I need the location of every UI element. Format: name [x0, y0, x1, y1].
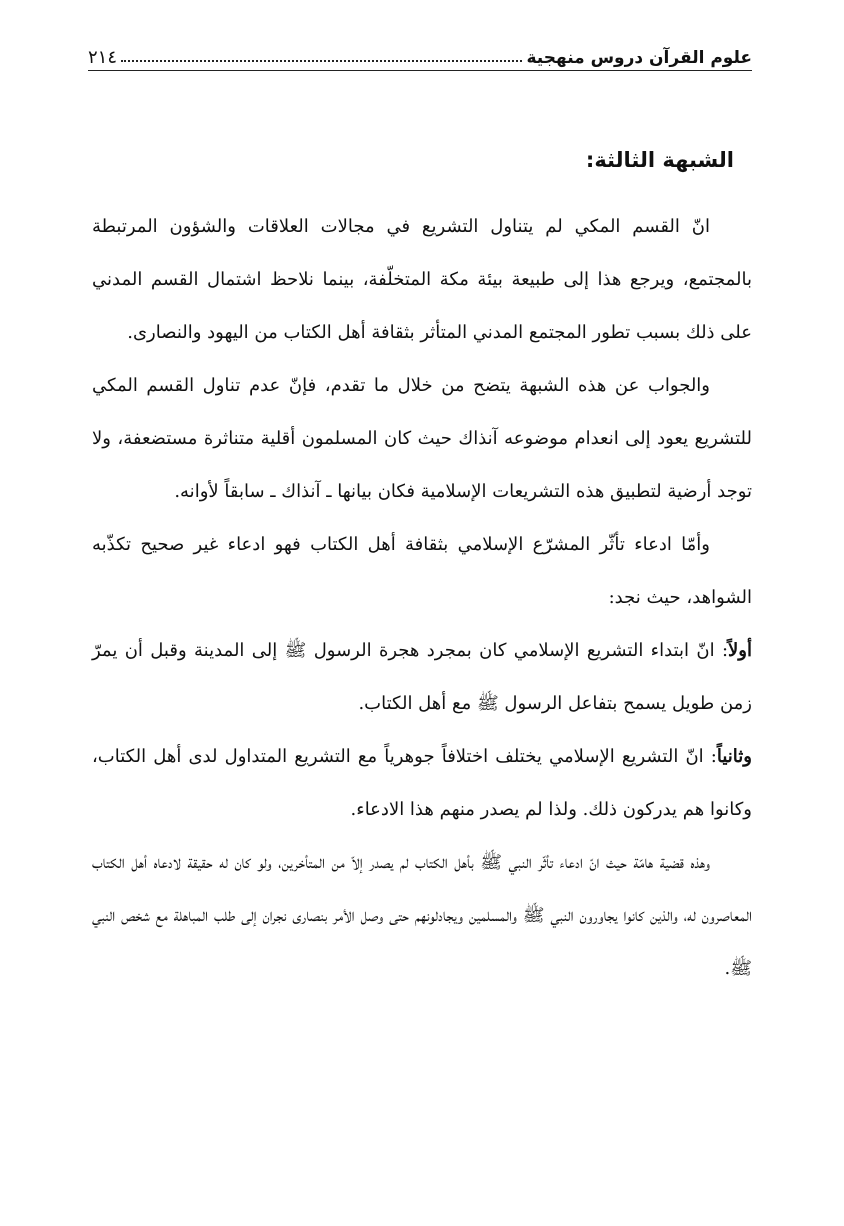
book-title: علوم القرآن دروس منهجية [526, 48, 752, 68]
paragraph-text: وأمّا ادعاء تأثّر المشرّع الإسلامي بثقافة أهل الكتاب فهو ادعاء غير صحيح تكذّبه الشواهد، حيث نجد: [92, 534, 752, 608]
paragraph-text: : انّ ابتداء التشريع الإسلامي كان بمجرد هجرة الرسول ﷺ إلى المدينة وقبل أن يمرّ زمن طويل يسمح بتفاعل الرسول ﷺ مع أهل الكتاب. [92, 640, 752, 714]
paragraph-text: والجواب عن هذه الشبهة يتضح من خلال ما تقدم، فإنّ عدم تناول القسم المكي للتشريع يعود إلى انعدام موضوعه آنذاك حيث كان المسلمون أقلية متناثرة مستضعفة، ولا توجد أرضية لتطبيق هذه التشريعات الإسلامية فكان بيانها ـ آنذاك ـ سابقاً لأوانه. [92, 375, 752, 502]
paragraph-1 [92, 200, 752, 359]
body-text [92, 200, 752, 995]
paragraph-2 [92, 359, 752, 518]
paragraph-6 [92, 836, 752, 995]
page-number: ٢١٤ [88, 47, 118, 68]
paragraph-5 [92, 730, 752, 836]
paragraph-text: وهذه قضية هامّة حيث انّ ادعاء تأثّر النبي ﷺ بأهل الكتاب لم يصدر إلاّ من المتأخرين، ولو كان له حقيقة لادعاه أهل الكتاب المعاصرون له، والذين كانوا يجاورون النبي ﷺ والمسلمين ويجادلونهم حتى وصل الأمر بنصارى نجران إلى طلب المباهلة مع شخص النبي ﷺ. [92, 852, 752, 979]
paragraph-text: : انّ التشريع الإسلامي يختلف اختلافاً جوهرياً مع التشريع المتداول لدى أهل الكتاب، وكانوا هم يدركون ذلك. ولذا لم يصدر منهم هذا الادعاء. [92, 746, 752, 820]
section-heading: الشبهة الثالثة: [585, 148, 734, 172]
header-rule [88, 70, 752, 71]
running-header [88, 30, 752, 68]
paragraph-lead: أولاً [728, 640, 752, 661]
paragraph-lead: وثانياً [716, 746, 752, 767]
paragraph-4 [92, 624, 752, 730]
paragraph-3 [92, 518, 752, 624]
dotted-leader [121, 60, 522, 62]
paragraph-text: انّ القسم المكي لم يتناول التشريع في مجالات العلاقات والشؤون المرتبطة بالمجتمع، ويرجع هذا إلى طبيعة بيئة مكة المتخلّفة، بينما نلاحظ اشتمال القسم المدني على ذلك بسبب تطور المجتمع المدني المتأثر بثقافة أهل الكتاب من اليهود والنصارى. [92, 216, 752, 343]
